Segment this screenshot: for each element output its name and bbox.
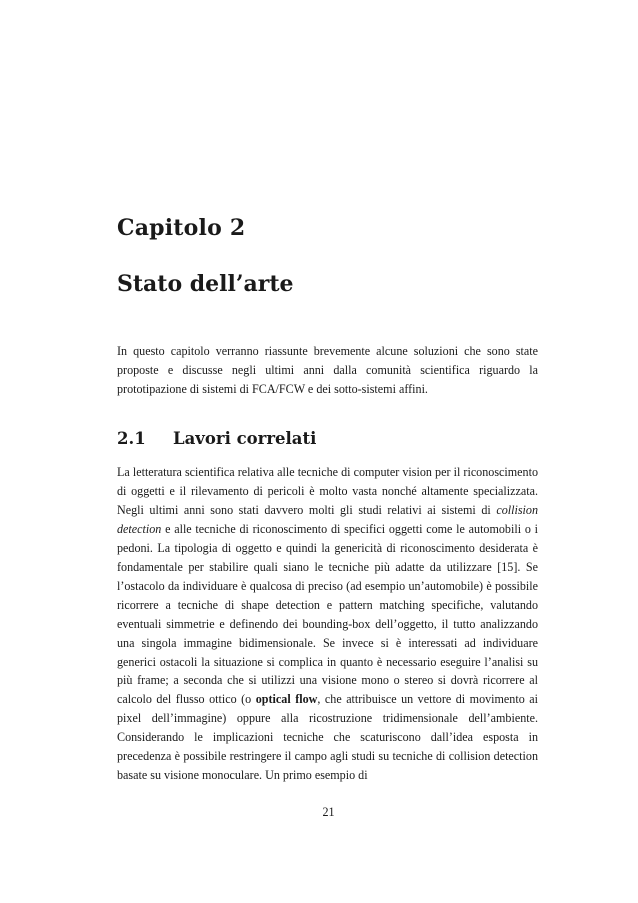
body-text-part-1: La letteratura scientifica relativa alle tecniche di computer vision per il riconoscimento di oggetti e il rilevamento di pericoli è molto vasta nonché altamente specializzata. Negli ultimi anni sono stati davvero molti gli studi relativi ai sistemi di	[117, 465, 538, 517]
body-text-part-2: e alle tecniche di riconoscimento di specifici oggetti come le automobili o i pedoni. La tipologia di oggetto e quindi la genericità di riconoscimento desiderata è fondamentale per stabilire quali siano le tecniche più adatte da utilizzare [15]. Se l’ostacolo da individuare è qualcosa di preciso (ad esempio un’automobile) è possibile ricorrere a tecniche di shape detection e pattern matching specifiche, valutando eventuali simmetrie e definendo dei bounding-box dell’oggetto, il tutto analizzando una singola immagine bidimensionale. Se invece si è interessati ad individuare generici ostacoli la situazione si complica in quanto è necessario eseguire l’analisi su più frame; a seconda che si utilizzi una visione mono o stereo si dovrà ricorrere al calcolo del flusso ottico (o	[117, 521, 538, 707]
page-number: 21	[322, 805, 335, 819]
body-text-part-3: , che attribuisce un vettore di movimento ai pixel dell’immagine) oppure alla ricostruzione tridimensionale dell’ambiente. Considerando le implicazioni tecniche che scaturiscono dall’idea esposta in precedenza è possibile restringere il campo agli studi su tecniche di collision detection basate su visione monoculare. Un primo esempio di	[117, 692, 538, 783]
chapter-title: Stato dell’arte	[117, 271, 294, 297]
section-number: 2.1	[117, 429, 146, 448]
section-title: Lavori correlati	[173, 429, 317, 448]
chapter-intro-paragraph: In questo capitolo verranno riassunte brevemente alcune soluzioni che sono state proposte e discusse negli ultimi anni dalla comunità scientifica riguardo la prototipazione di sistemi di FCA/FCW e dei sotto-sistemi affini.	[117, 344, 538, 396]
chapter-label: Capitolo 2	[117, 215, 246, 241]
section-body-paragraph	[117, 463, 538, 785]
body-bold-term: optical flow	[255, 692, 318, 707]
body-italic-term: collision detection	[117, 502, 538, 536]
section-heading	[117, 429, 316, 448]
